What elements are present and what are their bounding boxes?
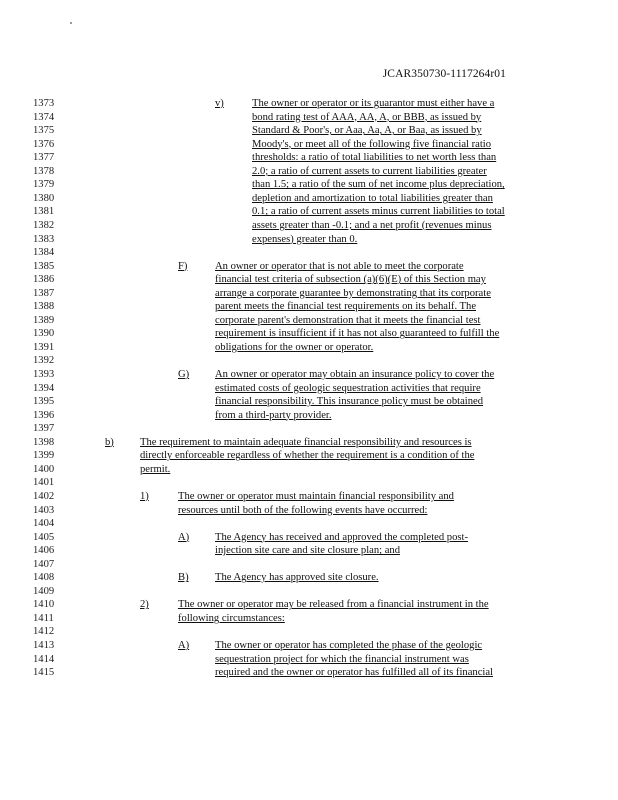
line-text	[215, 327, 499, 341]
line-1413	[0, 639, 618, 653]
line-number: 1386	[33, 274, 55, 286]
line-text	[215, 395, 483, 409]
line-text	[252, 178, 505, 192]
line-number: 1379	[33, 179, 55, 191]
text-segment: resources until both of the following events have occurred:	[178, 504, 428, 516]
line-1376	[0, 138, 618, 152]
line-text	[215, 260, 464, 274]
text-segment: following circumstances:	[178, 612, 285, 624]
item-label: 1)	[140, 490, 149, 502]
line-1393	[0, 368, 618, 382]
line-number: 1383	[33, 233, 55, 245]
line-number: 1401	[33, 477, 55, 489]
line-text	[252, 165, 487, 179]
line-text	[252, 124, 482, 138]
item-label: F)	[178, 260, 188, 272]
text-segment: financial responsibility. This insurance policy must be obtained	[215, 396, 484, 408]
line-1415	[0, 666, 618, 680]
line-number: 1381	[33, 206, 55, 218]
line-text	[215, 531, 468, 545]
line-text	[252, 219, 491, 233]
text-segment: from a third-party provider.	[215, 409, 332, 421]
line-text	[215, 368, 494, 382]
line-number: 1393	[33, 369, 55, 380]
line-text	[140, 436, 472, 450]
text-segment: The owner or operator may be released from a financial instrument in the	[178, 599, 489, 611]
line-text	[252, 205, 505, 219]
line-number: 1403	[33, 504, 55, 516]
text-segment: parent meets the financial test requirements on its behalf. The	[215, 301, 477, 313]
text-segment: The owner or operator has completed the phase of the geologic	[215, 640, 483, 651]
text-segment: The owner or operator or its guarantor must either have a	[252, 98, 495, 109]
line-1412	[0, 625, 618, 639]
line-1399	[0, 449, 618, 463]
item-label: G)	[178, 369, 190, 380]
text-segment: An owner or operator that is not able to meet the corporate	[215, 260, 464, 272]
line-text	[252, 192, 493, 206]
text-segment: corporate parent's demonstration that it meets the financial test	[215, 314, 481, 326]
text-segment: sequestration project for which the financial instrument was	[215, 653, 469, 665]
line-number: 1405	[33, 531, 55, 543]
line-1389	[0, 314, 618, 328]
text-segment: directly enforceable regardless of whether the requirement is a condition of the	[140, 450, 475, 462]
line-number: 1395	[33, 396, 55, 408]
line-1378	[0, 165, 618, 179]
item-label: B)	[178, 572, 189, 584]
line-text	[215, 273, 486, 287]
line-1409	[0, 585, 618, 599]
item-label: v)	[215, 98, 224, 109]
line-1398	[0, 436, 618, 450]
line-number: 1412	[33, 626, 55, 638]
line-1402	[0, 490, 618, 504]
line-number: 1414	[33, 653, 55, 665]
text-segment: 0.1; a ratio of current assets minus current liabilities to total	[252, 206, 505, 218]
line-number: 1382	[33, 219, 55, 231]
line-1408	[0, 571, 618, 585]
line-1379	[0, 178, 618, 192]
line-text	[178, 612, 285, 626]
line-text	[140, 449, 474, 463]
text-segment: The owner or operator must maintain financial responsibility and	[178, 490, 454, 502]
text-segment: requirement is insufficient if it has not also guaranteed to fulfill the	[215, 328, 500, 340]
line-number: 1397	[33, 423, 55, 435]
line-number: 1374	[33, 111, 55, 123]
text-segment: permit.	[140, 463, 171, 475]
text-segment: 2.0; a ratio of current assets to current liabilities greater	[252, 165, 487, 177]
line-1381	[0, 205, 618, 219]
line-1396	[0, 409, 618, 423]
item-label: A)	[178, 640, 190, 651]
line-number: 1409	[33, 585, 55, 597]
line-text	[252, 151, 496, 165]
line-text	[252, 97, 494, 111]
line-number: 1400	[33, 463, 55, 475]
line-number: 1396	[33, 409, 55, 421]
line-1380	[0, 192, 618, 206]
line-1394	[0, 382, 618, 396]
line-text	[215, 666, 493, 680]
line-text	[215, 287, 491, 301]
line-1392	[0, 354, 618, 368]
text-segment: estimated costs of geologic sequestration activities that require	[215, 382, 481, 394]
text-segment: obligations for the owner or operator.	[215, 341, 374, 353]
line-number: 1388	[33, 301, 55, 313]
line-1403	[0, 504, 618, 518]
line-number: 1390	[33, 328, 55, 340]
line-number: 1391	[33, 341, 55, 353]
line-text	[215, 300, 476, 314]
line-1405	[0, 531, 618, 545]
line-1395	[0, 395, 618, 409]
text-segment: required	[215, 667, 251, 679]
line-number: 1373	[33, 98, 55, 109]
line-1407	[0, 558, 618, 572]
line-1377	[0, 151, 618, 165]
line-number: 1378	[33, 165, 55, 177]
line-number: 1384	[33, 247, 55, 259]
line-text	[215, 544, 400, 558]
line-number: 1402	[33, 490, 55, 502]
text-segment: Standard & Poor's, or Aaa, Aa, A, or Baa, as issued by	[252, 125, 482, 137]
scan-speck	[70, 22, 72, 24]
line-number: 1406	[33, 545, 55, 557]
text-segment: An owner or operator may obtain an insurance policy to cover the	[215, 369, 495, 380]
line-1390	[0, 327, 618, 341]
text-segment: The Agency has approved site closure.	[215, 572, 379, 584]
line-1401	[0, 476, 618, 490]
text-segment: The requirement to maintain adequate financial responsibility and resources is	[140, 436, 472, 448]
text-segment: arrange a corporate guarantee by demonstrating that its corporate	[215, 287, 491, 299]
line-number: 1387	[33, 287, 55, 299]
line-1410	[0, 598, 618, 612]
line-text	[215, 341, 373, 355]
line-number: 1380	[33, 192, 55, 204]
line-1397	[0, 422, 618, 436]
line-text	[178, 504, 427, 518]
line-1375	[0, 124, 618, 138]
line-number: 1394	[33, 382, 55, 394]
line-number: 1389	[33, 314, 55, 326]
line-1391	[0, 341, 618, 355]
line-1385	[0, 260, 618, 274]
line-text	[178, 490, 454, 504]
line-text	[215, 571, 379, 585]
line-number: 1392	[33, 355, 55, 367]
line-number: 1408	[33, 572, 55, 584]
line-1373	[0, 97, 618, 111]
line-1384	[0, 246, 618, 260]
line-1386	[0, 273, 618, 287]
line-number: 1398	[33, 436, 55, 448]
text-segment: financial test criteria of subsection (a)(6)(E) of this Section may	[215, 274, 486, 286]
text-segment: expenses) greater than 0.	[252, 233, 358, 245]
text-segment: The Agency has received and approved the completed post-	[215, 531, 468, 543]
line-text	[215, 382, 481, 396]
line-1383	[0, 233, 618, 247]
line-text	[252, 233, 357, 247]
line-number: 1411	[33, 612, 54, 624]
line-1382	[0, 219, 618, 233]
line-text	[215, 639, 482, 653]
text-segment: depletion and amortization to total liabilities greater than	[252, 192, 493, 204]
line-1411	[0, 612, 618, 626]
line-1404	[0, 517, 618, 531]
line-number: 1415	[33, 667, 55, 679]
text-segment: assets greater than -0.1; and a net profit (revenues minus	[252, 219, 492, 231]
item-label: 2)	[140, 599, 149, 611]
line-text	[215, 653, 469, 667]
text-segment: than 1.5; a ratio of the sum of net income plus depreciation,	[252, 179, 505, 191]
line-text	[252, 138, 491, 152]
line-number: 1385	[33, 260, 55, 272]
text-segment: and the owner or operator has fulfilled all of its financial	[250, 667, 493, 679]
line-text	[215, 314, 481, 328]
line-text	[215, 409, 332, 423]
line-number: 1399	[33, 450, 55, 462]
text-segment: Moody's, or meet all of the following five financial ratio	[252, 138, 492, 150]
line-1387	[0, 287, 618, 301]
line-number: 1376	[33, 138, 55, 150]
line-text	[178, 598, 489, 612]
line-1406	[0, 544, 618, 558]
line-1400	[0, 463, 618, 477]
line-number: 1377	[33, 152, 55, 164]
item-label: A)	[178, 531, 190, 543]
item-label: b)	[105, 436, 114, 448]
line-text	[252, 111, 481, 125]
line-number: 1410	[33, 599, 55, 611]
line-1388	[0, 300, 618, 314]
line-number: 1407	[33, 558, 55, 570]
text-segment: injection site care and site closure plan; and	[215, 545, 401, 557]
line-number: 1413	[33, 640, 55, 651]
text-segment: bond rating test of AAA, AA, A, or BBB, as issued by	[252, 111, 482, 123]
line-text	[140, 463, 170, 477]
line-1374	[0, 111, 618, 125]
text-segment: thresholds: a ratio of total liabilities to net worth less than	[252, 152, 497, 164]
document-id: JCAR350730-1117264r01	[382, 68, 506, 80]
line-1414	[0, 653, 618, 667]
line-number: 1375	[33, 125, 55, 137]
line-number: 1404	[33, 518, 55, 530]
